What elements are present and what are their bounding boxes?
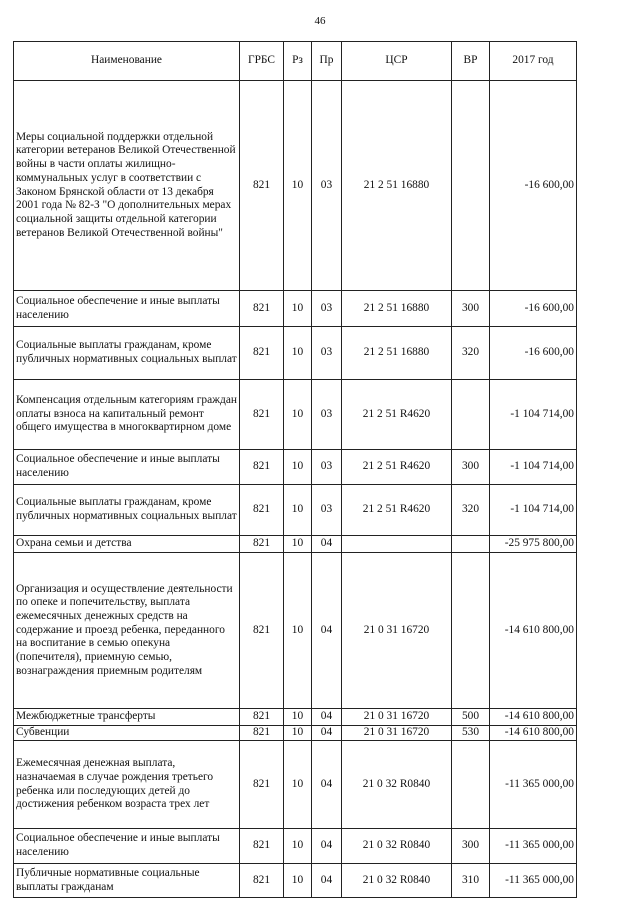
cell-name: Компенсация отдельным категориям граждан оплаты взноса на капитальный ремонт общего имущества в многоквартирном доме [14, 380, 240, 450]
cell-amount: -11 365 000,00 [490, 741, 577, 829]
cell-rz: 10 [284, 553, 312, 709]
cell-grbs: 821 [240, 380, 284, 450]
cell-rz: 10 [284, 485, 312, 536]
cell-pr: 04 [312, 536, 342, 553]
cell-amount: -25 975 800,00 [490, 536, 577, 553]
cell-vr: 300 [452, 450, 490, 485]
table-row [14, 380, 577, 450]
table-row [14, 327, 577, 380]
cell-amount: -1 104 714,00 [490, 485, 577, 536]
header-year: 2017 год [490, 42, 577, 81]
table-row [14, 450, 577, 485]
table-row [14, 553, 577, 709]
cell-csr: 21 0 31 16720 [342, 709, 452, 726]
cell-pr: 03 [312, 81, 342, 291]
cell-vr: 320 [452, 485, 490, 536]
cell-name: Межбюджетные трансферты [14, 709, 240, 726]
cell-vr [452, 741, 490, 829]
cell-rz: 10 [284, 829, 312, 864]
cell-rz: 10 [284, 81, 312, 291]
table-row [14, 485, 577, 536]
cell-rz: 10 [284, 709, 312, 726]
cell-csr: 21 0 31 16720 [342, 726, 452, 741]
cell-vr [452, 553, 490, 709]
cell-vr: 300 [452, 291, 490, 327]
budget-table [13, 41, 577, 898]
cell-pr: 04 [312, 864, 342, 898]
cell-grbs: 821 [240, 829, 284, 864]
cell-csr: 21 2 51 16880 [342, 327, 452, 380]
cell-amount: -11 365 000,00 [490, 864, 577, 898]
cell-name: Социальные выплаты гражданам, кроме публичных нормативных социальных выплат [14, 327, 240, 380]
cell-vr: 500 [452, 709, 490, 726]
cell-csr: 21 0 32 R0840 [342, 829, 452, 864]
cell-pr: 03 [312, 291, 342, 327]
cell-vr: 320 [452, 327, 490, 380]
cell-amount: -11 365 000,00 [490, 829, 577, 864]
cell-csr: 21 2 51 16880 [342, 291, 452, 327]
header-name: Наименование [14, 42, 240, 81]
table-row [14, 81, 577, 291]
table-row [14, 864, 577, 898]
cell-amount: -1 104 714,00 [490, 450, 577, 485]
header-grbs: ГРБС [240, 42, 284, 81]
cell-grbs: 821 [240, 864, 284, 898]
cell-name: Социальное обеспечение и иные выплаты населению [14, 450, 240, 485]
cell-name: Публичные нормативные социальные выплаты гражданам [14, 864, 240, 898]
cell-pr: 04 [312, 726, 342, 741]
table-row [14, 726, 577, 741]
cell-grbs: 821 [240, 726, 284, 741]
cell-rz: 10 [284, 380, 312, 450]
cell-rz: 10 [284, 536, 312, 553]
cell-vr [452, 536, 490, 553]
cell-grbs: 821 [240, 709, 284, 726]
cell-grbs: 821 [240, 327, 284, 380]
cell-csr [342, 536, 452, 553]
cell-vr [452, 380, 490, 450]
cell-rz: 10 [284, 291, 312, 327]
cell-amount: -14 610 800,00 [490, 726, 577, 741]
cell-csr: 21 2 51 R4620 [342, 380, 452, 450]
cell-name: Меры социальной поддержки отдельной категории ветеранов Великой Отечественной войны в части оплаты жилищно-коммунальных услуг в соответствии с Законом Брянской области от 13 декабря 2001 года № 82-З "О дополнительных мерах социальной защиты отдельной категории ветеранов Великой Отечественной войны" [14, 81, 240, 291]
cell-csr: 21 2 51 R4620 [342, 485, 452, 536]
cell-pr: 03 [312, 450, 342, 485]
cell-pr: 03 [312, 327, 342, 380]
cell-csr: 21 2 51 16880 [342, 81, 452, 291]
cell-amount: -14 610 800,00 [490, 709, 577, 726]
cell-amount: -16 600,00 [490, 291, 577, 327]
cell-csr: 21 0 31 16720 [342, 553, 452, 709]
cell-csr: 21 2 51 R4620 [342, 450, 452, 485]
cell-amount: -16 600,00 [490, 81, 577, 291]
header-pr: Пр [312, 42, 342, 81]
cell-grbs: 821 [240, 536, 284, 553]
cell-vr: 530 [452, 726, 490, 741]
cell-amount: -14 610 800,00 [490, 553, 577, 709]
cell-csr: 21 0 32 R0840 [342, 864, 452, 898]
cell-rz: 10 [284, 864, 312, 898]
cell-name: Социальное обеспечение и иные выплаты населению [14, 291, 240, 327]
header-csr: ЦСР [342, 42, 452, 81]
cell-name: Социальные выплаты гражданам, кроме публичных нормативных социальных выплат [14, 485, 240, 536]
cell-grbs: 821 [240, 81, 284, 291]
table-row [14, 709, 577, 726]
cell-amount: -1 104 714,00 [490, 380, 577, 450]
cell-name: Охрана семьи и детства [14, 536, 240, 553]
header-vr: ВР [452, 42, 490, 81]
table-row [14, 741, 577, 829]
cell-grbs: 821 [240, 741, 284, 829]
cell-amount: -16 600,00 [490, 327, 577, 380]
page-number: 46 [314, 15, 326, 27]
cell-pr: 03 [312, 380, 342, 450]
cell-rz: 10 [284, 741, 312, 829]
cell-grbs: 821 [240, 485, 284, 536]
cell-rz: 10 [284, 450, 312, 485]
cell-vr: 300 [452, 829, 490, 864]
cell-vr: 310 [452, 864, 490, 898]
cell-rz: 10 [284, 726, 312, 741]
cell-vr [452, 81, 490, 291]
cell-csr: 21 0 32 R0840 [342, 741, 452, 829]
table-row [14, 536, 577, 553]
cell-pr: 04 [312, 741, 342, 829]
table-row [14, 291, 577, 327]
cell-pr: 04 [312, 709, 342, 726]
header-rz: Рз [284, 42, 312, 81]
cell-grbs: 821 [240, 450, 284, 485]
cell-pr: 04 [312, 553, 342, 709]
table-row [14, 829, 577, 864]
cell-grbs: 821 [240, 291, 284, 327]
cell-grbs: 821 [240, 553, 284, 709]
cell-name: Субвенции [14, 726, 240, 741]
cell-name: Социальное обеспечение и иные выплаты населению [14, 829, 240, 864]
cell-pr: 04 [312, 829, 342, 864]
cell-rz: 10 [284, 327, 312, 380]
cell-name: Ежемесячная денежная выплата, назначаемая в случае рождения третьего ребенка или последующих детей до достижения ребенком возраста трех лет [14, 741, 240, 829]
header-row [14, 42, 577, 81]
cell-pr: 03 [312, 485, 342, 536]
cell-name: Организация и осуществление деятельности по опеке и попечительству, выплата ежемесячных денежных средств на содержание и проезд ребенка, переданного на воспитание в семью опекуна (попечителя), приемную семью, вознаграждения приемным родителям [14, 553, 240, 709]
